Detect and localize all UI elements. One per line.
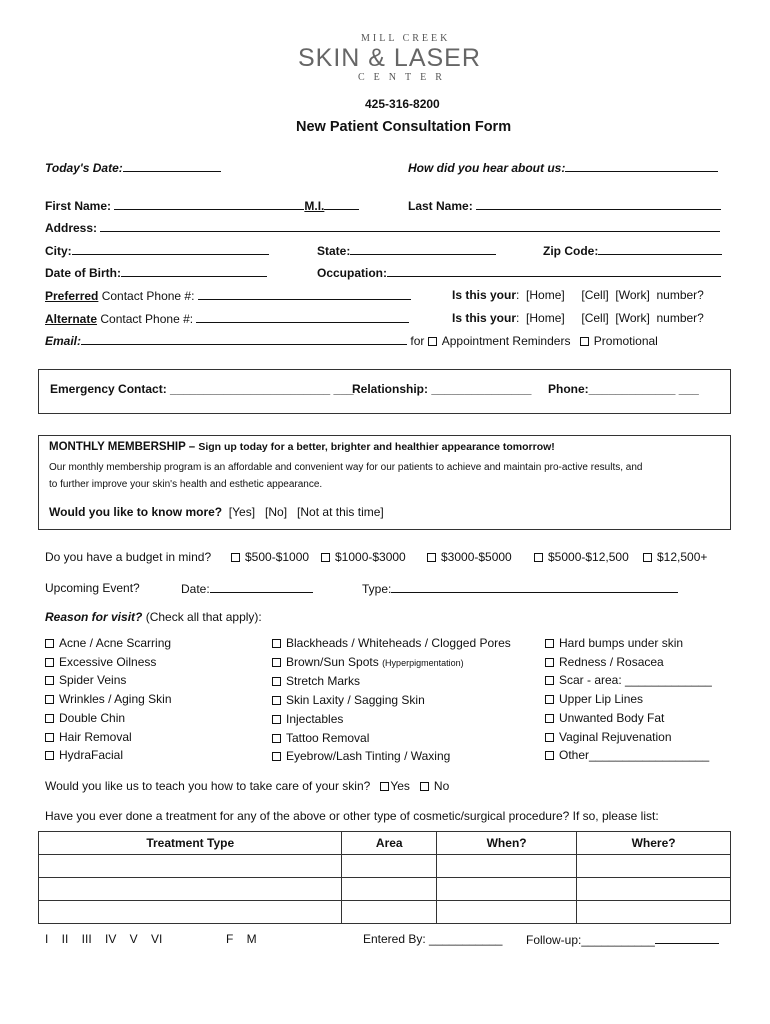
preferred-is-this-your-label: Is this your — [452, 288, 517, 302]
reason-item[interactable] — [272, 653, 511, 673]
table-row — [39, 878, 731, 901]
state-row — [317, 243, 496, 258]
budget-option-3-label: $3000-$5000 — [441, 550, 512, 564]
membership-heading-row — [49, 441, 555, 453]
budget-checkbox-2[interactable] — [321, 553, 330, 562]
budget-option-2[interactable] — [321, 550, 406, 564]
teach-yes-label: Yes — [390, 779, 410, 793]
reason-item[interactable] — [545, 671, 712, 690]
budget-option-4-label: $5000-$12,500 — [548, 550, 629, 564]
table-cell[interactable] — [437, 855, 577, 878]
reason-label: Upper Lip Lines — [559, 692, 644, 707]
reason-checkbox[interactable] — [545, 751, 554, 760]
reason-checkbox[interactable] — [272, 734, 281, 743]
reason-title: Reason for visit? — [45, 610, 143, 624]
reason-checkbox[interactable] — [45, 714, 54, 723]
emergency-phone-row — [548, 382, 699, 396]
budget-option-1[interactable] — [231, 550, 309, 564]
reason-label: Acne / Acne Scarring — [59, 636, 172, 650]
reason-note: (Hyperpigmentation) — [382, 657, 464, 668]
logo-line-1: MILL CREEK — [361, 33, 451, 44]
reason-item[interactable] — [545, 746, 712, 765]
occupation-row — [317, 265, 721, 280]
dob-field[interactable] — [121, 265, 267, 277]
reason-label: Hair Removal — [59, 729, 132, 744]
reason-label: Vaginal Rejuvenation — [559, 729, 672, 744]
form-title: New Patient Consultation Form — [296, 119, 512, 135]
table-cell[interactable] — [342, 855, 437, 878]
emergency-phone-label: Phone: — [548, 382, 589, 396]
table-cell[interactable] — [577, 878, 731, 901]
gender-options[interactable]: F M — [226, 932, 257, 946]
reason-checkbox[interactable] — [45, 658, 54, 667]
appointment-reminders-label: Appointment Reminders — [441, 334, 571, 348]
entered-by-field[interactable]: Entered By: ___________ — [363, 932, 503, 946]
budget-checkbox-3[interactable] — [427, 553, 436, 562]
budget-question: Do you have a budget in mind? — [45, 550, 212, 564]
reason-item[interactable] — [272, 691, 511, 710]
reason-checkbox[interactable] — [545, 658, 554, 667]
table-cell[interactable] — [342, 901, 437, 924]
table-cell[interactable] — [342, 878, 437, 901]
prior-treatment-question: Have you ever done a treatment for any of the above or other type of cosmetic/surgical procedure? If so, please list: — [45, 809, 659, 823]
occupation-label: Occupation: — [317, 266, 388, 280]
reason-label: Stretch Marks — [286, 674, 361, 689]
emergency-contact-field[interactable]: Emergency Contact: ________________________ ___ — [50, 382, 354, 396]
first-name-row — [45, 198, 359, 213]
reason-heading — [45, 610, 262, 624]
relationship-field[interactable]: Relationship: _______________ — [352, 382, 532, 396]
email-field[interactable] — [81, 333, 407, 345]
budget-option-1-label: $500-$1000 — [245, 550, 310, 564]
how-hear-label: How did you hear about us: — [408, 161, 566, 175]
membership-options[interactable]: [Yes] [No] [Not at this time] — [228, 505, 384, 519]
last-name-field[interactable] — [476, 198, 721, 210]
mi-label: M.I. — [304, 199, 325, 213]
todays-date-field[interactable] — [123, 160, 221, 172]
state-label: State: — [317, 244, 351, 258]
membership-heading: MONTHLY MEMBERSHIP – — [49, 441, 199, 453]
reason-label: Double Chin — [59, 710, 126, 725]
membership-question-row — [49, 505, 384, 519]
occupation-field[interactable] — [387, 265, 721, 277]
logo-line-2: SKIN & LASER — [298, 44, 481, 72]
reason-label: Brown/Sun Spots — [286, 654, 379, 669]
membership-heading-tail: Sign up today for a better, brighter and healthier appearance tomorrow! — [198, 441, 555, 453]
promotional-checkbox[interactable] — [580, 337, 589, 346]
teach-question: Would you like us to teach you how to take care of your skin? — [45, 779, 371, 793]
city-label: City: — [45, 244, 72, 258]
reason-column-2 — [272, 634, 511, 766]
alternate-phone-label: Contact Phone #: — [97, 312, 194, 326]
reason-label: Wrinkles / Aging Skin — [59, 692, 172, 707]
reason-item[interactable] — [45, 690, 172, 709]
dob-label: Date of Birth: — [45, 266, 121, 280]
table-cell[interactable] — [437, 878, 577, 901]
reason-item[interactable] — [545, 690, 712, 709]
treatment-table — [38, 831, 731, 924]
reason-item[interactable] — [272, 634, 511, 653]
address-row — [45, 220, 720, 235]
follow-up-underline — [655, 932, 719, 944]
reason-checkbox[interactable] — [272, 658, 281, 667]
table-header: Treatment Type — [39, 832, 342, 855]
preferred-label: Preferred — [45, 289, 99, 303]
budget-option-3[interactable] — [427, 550, 512, 564]
dob-row — [45, 265, 267, 280]
appointment-reminders-checkbox[interactable] — [428, 337, 437, 346]
reason-item[interactable] — [545, 634, 712, 653]
zip-row — [543, 243, 722, 258]
preferred-phone-type-row — [452, 288, 704, 302]
city-row — [45, 243, 269, 258]
budget-option-5-label: $12,500+ — [657, 550, 708, 564]
address-field[interactable] — [100, 220, 720, 232]
alternate-phone-row — [45, 311, 409, 326]
event-date-label: Date: — [181, 582, 210, 596]
promotional-label: Promotional — [593, 334, 658, 348]
reason-label: Other__________________ — [559, 748, 710, 763]
reason-item[interactable] — [45, 746, 172, 765]
email-label: Email: — [45, 334, 82, 348]
teach-no-checkbox[interactable] — [420, 782, 429, 791]
reason-column-1 — [45, 634, 172, 765]
event-date-row — [181, 581, 313, 596]
reason-checkbox[interactable] — [45, 733, 54, 742]
first-name-label: First Name: — [45, 199, 112, 213]
reason-item[interactable] — [45, 709, 172, 728]
budget-checkbox-4[interactable] — [534, 553, 543, 562]
upcoming-event-label: Upcoming Event? — [45, 581, 140, 595]
how-hear-row — [408, 160, 718, 175]
reason-label: Injectables — [286, 711, 344, 726]
reason-item[interactable] — [272, 729, 511, 748]
budget-option-5[interactable] — [643, 550, 707, 564]
reason-checkbox[interactable] — [545, 695, 554, 704]
zip-label: Zip Code: — [543, 244, 599, 258]
preferred-phone-row — [45, 288, 411, 303]
table-cell[interactable] — [39, 855, 342, 878]
reason-label: HydraFacial — [59, 748, 124, 763]
membership-body-1: Our monthly membership program is an affordable and convenient way for our patients to achieve and maintain pro-active results, and — [49, 462, 643, 473]
city-field[interactable] — [72, 243, 269, 255]
reason-item[interactable] — [45, 653, 172, 672]
table-cell[interactable] — [437, 901, 577, 924]
preferred-phone-types[interactable]: : [Home] [Cell] [Work] number? — [516, 288, 704, 302]
reason-item[interactable] — [545, 653, 712, 672]
reason-label: Scar - area: _____________ — [559, 673, 712, 688]
alternate-phone-types[interactable]: : [Home] [Cell] [Work] number? — [516, 311, 704, 325]
reason-checkbox[interactable] — [272, 639, 281, 648]
reason-checkbox[interactable] — [545, 639, 554, 648]
reason-checkbox[interactable] — [545, 714, 554, 723]
table-row — [39, 901, 731, 924]
reason-label: Skin Laxity / Sagging Skin — [286, 693, 425, 708]
teach-row — [45, 779, 449, 793]
reason-label: Tattoo Removal — [286, 730, 370, 745]
reason-item[interactable] — [272, 747, 511, 766]
table-header: Where? — [577, 832, 731, 855]
for-label: for — [410, 334, 425, 348]
table-cell[interactable] — [39, 878, 342, 901]
first-name-field[interactable] — [114, 198, 304, 210]
reason-item[interactable] — [45, 671, 172, 690]
table-cell[interactable] — [577, 855, 731, 878]
table-row — [39, 855, 731, 878]
reason-subtitle: (Check all that apply): — [142, 610, 262, 624]
budget-option-2-label: $1000-$3000 — [335, 550, 406, 564]
logo-line-3: CENTER — [358, 72, 451, 83]
table-cell[interactable] — [577, 901, 731, 924]
reason-checkbox[interactable] — [45, 676, 54, 685]
budget-option-4[interactable] — [534, 550, 629, 564]
reason-label: Eyebrow/Lash Tinting / Waxing — [286, 749, 451, 764]
zip-field[interactable] — [598, 243, 722, 255]
reason-checkbox[interactable] — [272, 677, 281, 686]
follow-up-row — [526, 932, 719, 947]
reason-label: Unwanted Body Fat — [559, 710, 665, 725]
reason-item[interactable] — [545, 728, 712, 747]
reason-checkbox[interactable] — [45, 751, 54, 760]
reason-checkbox[interactable] — [545, 676, 554, 685]
reason-item[interactable] — [45, 634, 172, 653]
follow-up-field[interactable]: Follow-up:___________ — [526, 933, 655, 947]
membership-body-2: to further improve your skin's health and esthetic appearance. — [49, 479, 323, 490]
budget-checkbox-5[interactable] — [643, 553, 652, 562]
teach-no-label: No — [433, 779, 450, 793]
reason-column-3 — [545, 634, 712, 765]
reason-checkbox[interactable] — [272, 752, 281, 761]
reason-item[interactable] — [272, 710, 511, 729]
state-field[interactable] — [350, 243, 496, 255]
skin-type-options[interactable]: I II III IV V VI — [45, 932, 163, 946]
preferred-phone-field[interactable] — [198, 288, 411, 300]
todays-date-label: Today's Date: — [45, 161, 123, 175]
alternate-phone-type-row — [452, 311, 704, 325]
table-header-row — [39, 832, 731, 855]
address-label: Address: — [45, 221, 98, 235]
last-name-row — [408, 198, 721, 213]
reason-checkbox[interactable] — [545, 733, 554, 742]
alternate-label: Alternate — [45, 312, 98, 326]
table-header: When? — [437, 832, 577, 855]
reason-label: Blackheads / Whiteheads / Clogged Pores — [286, 636, 511, 650]
reason-label: Redness / Rosacea — [559, 654, 664, 669]
email-row — [45, 333, 658, 348]
reason-label: Excessive Oilness — [59, 654, 157, 669]
reason-checkbox[interactable] — [272, 696, 281, 705]
event-date-field[interactable] — [210, 581, 313, 593]
last-name-label: Last Name: — [408, 199, 473, 213]
mi-field[interactable] — [324, 198, 359, 210]
reason-item[interactable] — [272, 672, 511, 691]
table-cell[interactable] — [39, 901, 342, 924]
event-type-field[interactable] — [391, 581, 678, 593]
alternate-phone-field[interactable] — [196, 311, 409, 323]
teach-yes-checkbox[interactable] — [380, 782, 389, 791]
table-header: Area — [342, 832, 437, 855]
emergency-phone-field[interactable]: _____________ ___ — [588, 382, 699, 396]
event-type-label: Type: — [362, 582, 392, 596]
budget-checkbox-1[interactable] — [231, 553, 240, 562]
event-type-row — [362, 581, 678, 596]
how-hear-field[interactable] — [565, 160, 718, 172]
reason-checkbox[interactable] — [272, 715, 281, 724]
alternate-is-this-your-label: Is this your — [452, 311, 517, 325]
reason-checkbox[interactable] — [45, 695, 54, 704]
clinic-phone: 425-316-8200 — [365, 97, 440, 111]
reason-label: Hard bumps under skin — [559, 636, 684, 650]
preferred-phone-label: Contact Phone #: — [98, 289, 195, 303]
reason-checkbox[interactable] — [45, 639, 54, 648]
membership-question: Would you like to know more? — [49, 505, 223, 519]
todays-date-row — [45, 160, 221, 175]
reason-item[interactable] — [45, 728, 172, 747]
reason-item[interactable] — [545, 709, 712, 728]
reason-label: Spider Veins — [59, 673, 127, 688]
